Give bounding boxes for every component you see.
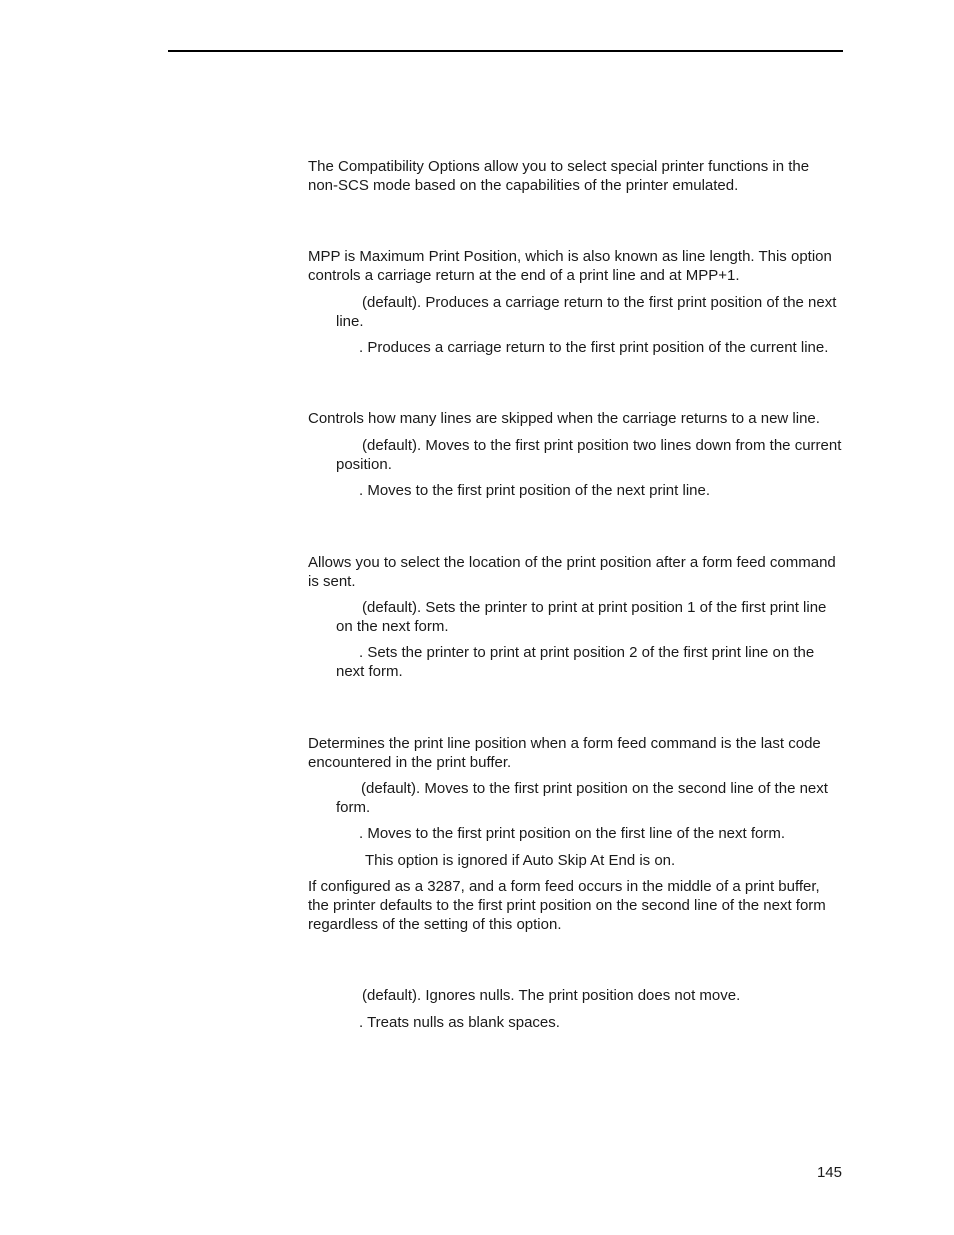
form-feed-end-option-default: (default). Moves to the first print position on the second line of the next form. xyxy=(336,780,828,816)
nulls-option-alt: . Treats nulls as blank spaces. xyxy=(359,1014,560,1031)
form-feed-end-option-alt: . Moves to the first print position on the first line of the next form. xyxy=(359,825,786,842)
form-feed-position-description: Allows you to select the location of the print position after a form feed command is sent. xyxy=(308,554,836,590)
form-feed-end-description: Determines the print line position when a form feed command is the last code encountered in the print buffer. xyxy=(308,735,821,771)
mpp-description: MPP is Maximum Print Position, which is also known as line length. This option controls a carriage return at the end of a print line and at MPP+1. xyxy=(308,248,832,284)
page-number: 145 xyxy=(816,1164,842,1181)
form-feed-position-option-alt: . Sets the printer to print at print position 2 of the first print line on the next form. xyxy=(336,644,815,680)
intro-paragraph: The Compatibility Options allow you to select special printer functions in the non-SCS mode based on the capabilities of the printer emulated. xyxy=(308,158,810,194)
form-feed-position-option-default: (default). Sets the printer to print at print position 1 of the first print line on the next form. xyxy=(336,599,827,635)
mpp-option-default: (default). Produces a carriage return to the first print position of the next line. xyxy=(336,294,837,330)
carriage-return-option-alt: . Moves to the first print position of the next print line. xyxy=(359,482,711,499)
carriage-return-description: Controls how many lines are skipped when the carriage returns to a new line. xyxy=(308,410,820,427)
header-rule xyxy=(168,50,843,52)
mpp-option-alt: . Produces a carriage return to the first print position of the current line. xyxy=(359,339,829,356)
nulls-option-default: (default). Ignores nulls. The print position does not move. xyxy=(362,987,741,1004)
form-feed-end-paragraph: If configured as a 3287, and a form feed occurs in the middle of a print buffer, the printer defaults to the first print position on the second line of the next form regardless of the setting of this option. xyxy=(308,878,826,933)
form-feed-end-note: This option is ignored if Auto Skip At End is on. xyxy=(365,852,676,869)
carriage-return-option-default: (default). Moves to the first print position two lines down from the current position. xyxy=(336,437,842,473)
